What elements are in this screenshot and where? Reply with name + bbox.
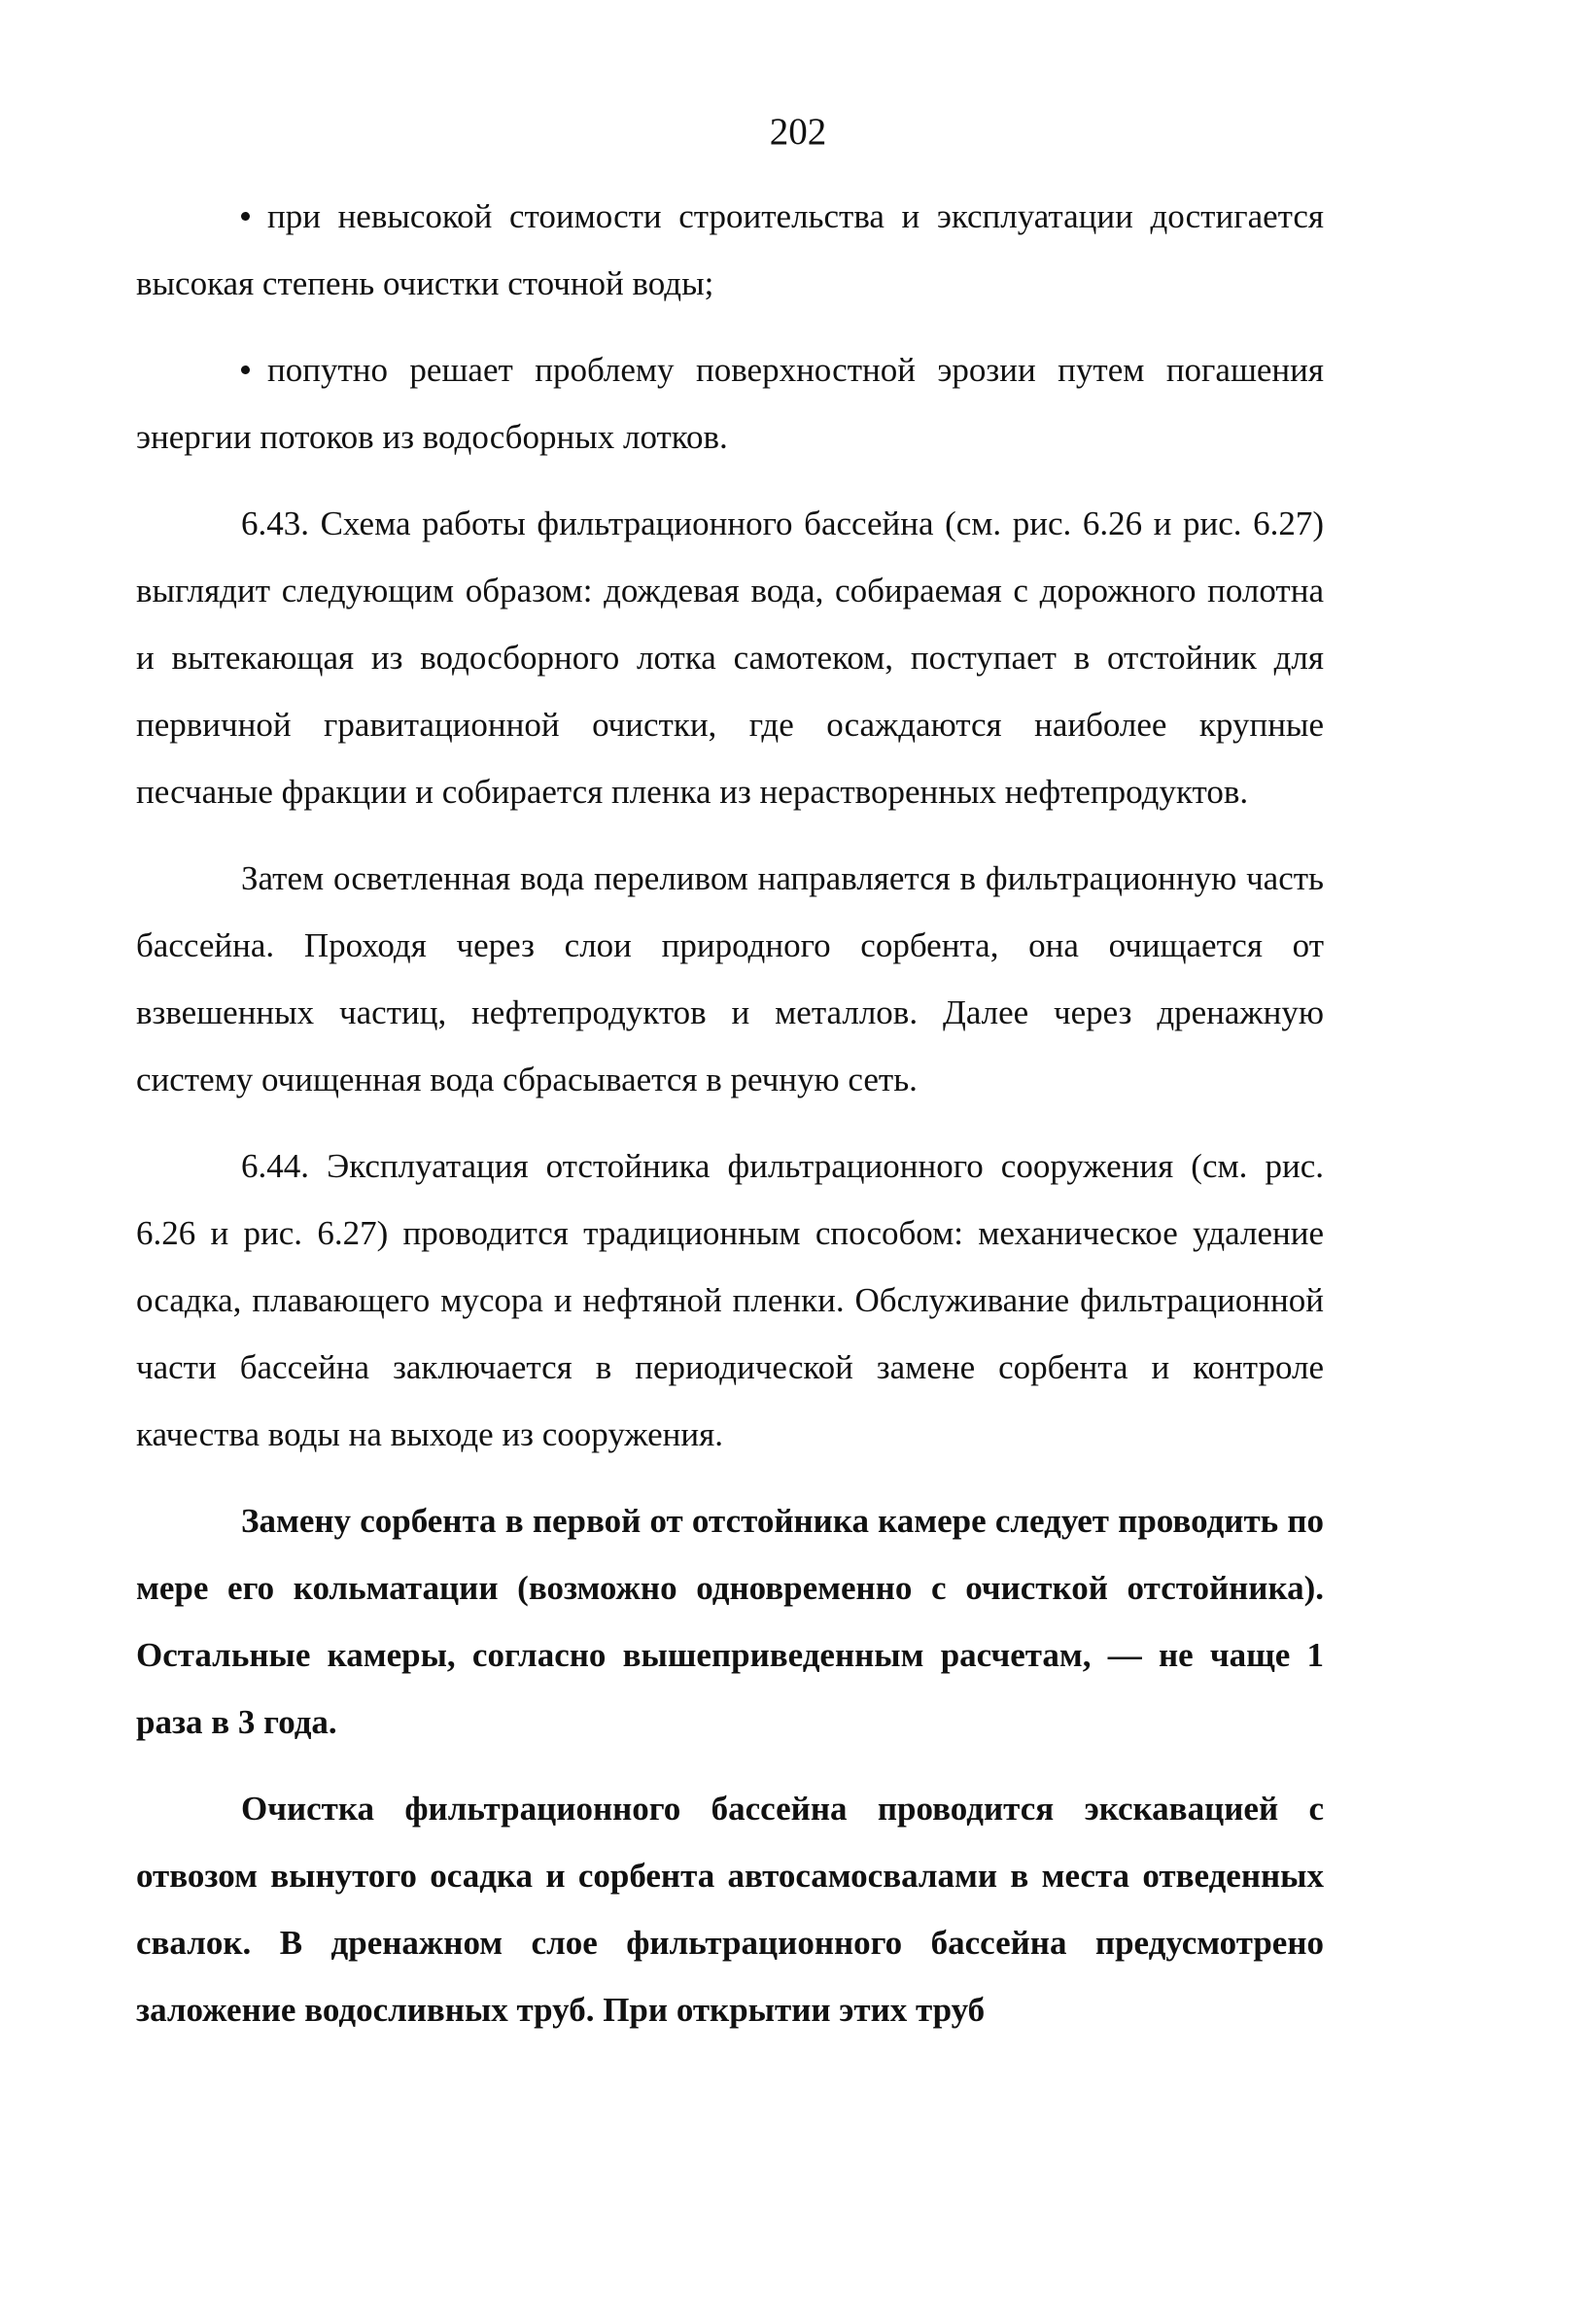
paragraph: Замену сорбента в первой от отстойника камере следует проводить по мере его кольматации (возможно одновременно с очисткой отстойника). Остальные камеры, согласно вышеприведенным расчетам, — не чаще 1 раза в 3 года. xyxy=(136,1502,1324,1741)
bullet-text: при невысокой стоимости строительства и эксплуатации достигается высокая степень очистки сточной воды; xyxy=(136,197,1324,302)
paragraph: Очистка фильтрационного бассейна проводится экскавацией с отвозом вынутого осадка и сорбента автосамосвалами в места отведенных свалок. В дренажном слое фильтрационного бассейна предусмотрено заложение водосливных труб. При открытии этих труб xyxy=(136,1790,1324,2029)
paragraph-6-43: 6.43. Схема работы фильтрационного бассейна (см. рис. 6.26 и рис. 6.27) выглядит следующим образом: дождевая вода, собираемая с дорожного полотна и вытекающая из водосборного лотка самотеком, поступает в отстойник для первичной гравитационной очистки, где осаждаются наиболее крупные песчаные фракции и собирается пленка из нерастворенных нефтепродуктов. xyxy=(136,505,1324,811)
paragraph-6-44: 6.44. Эксплуатация отстойника фильтрационного сооружения (см. рис. 6.26 и рис. 6.27) проводится традиционным способом: механическое удаление осадка, плавающего мусора и нефтяной пленки. Обслуживание фильтрационной части бассейна заключается в периодической замене сорбента и контроле качества воды на выходе из сооружения. xyxy=(136,1147,1324,1453)
paragraph: Затем осветленная вода переливом направляется в фильтрационную часть бассейна. Проходя через слои природного сорбента, она очищается от взвешенных частиц, нефтепродуктов и металлов. Далее через дренажную систему очищенная вода сбрасывается в речную сеть. xyxy=(136,859,1324,1098)
bullet-text: попутно решает проблему поверхностной эрозии путем погашения энергии потоков из водосборных лотков. xyxy=(136,351,1324,456)
bullet-icon xyxy=(241,366,250,374)
page-number: 202 xyxy=(769,111,827,153)
bullet-item xyxy=(136,336,1324,470)
page-text xyxy=(136,183,1324,2043)
bullet-icon xyxy=(241,212,250,221)
bullet-item xyxy=(136,183,1324,317)
